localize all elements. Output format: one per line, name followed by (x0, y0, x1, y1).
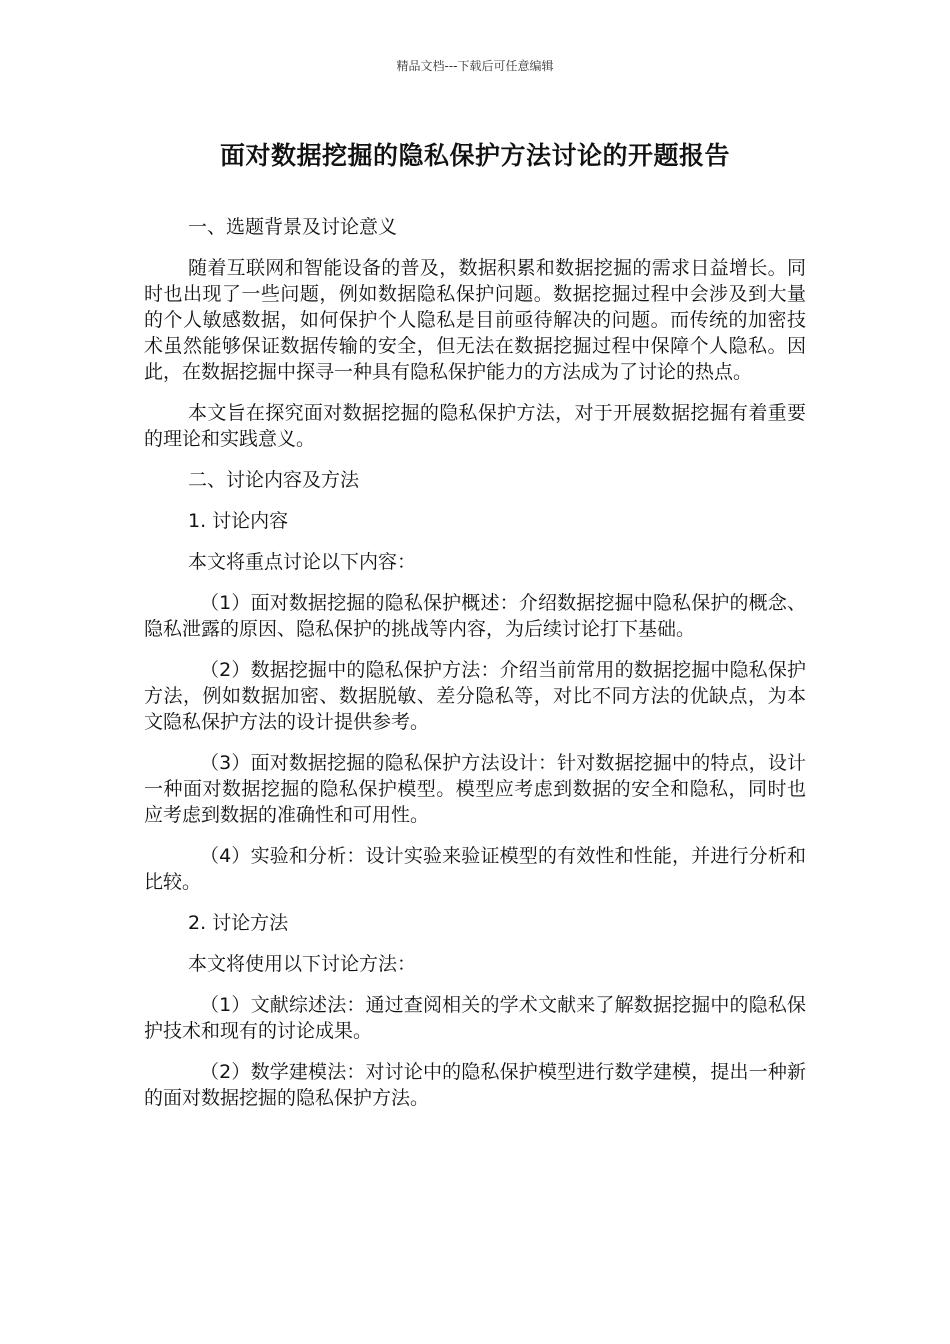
section-1-heading: 一、选题背景及讨论意义 (188, 216, 398, 238)
content-item-2: （2）数据挖掘中的隐私保护方法：介绍当前常用的数据挖掘中隐私保护方法，例如数据加密、数据脱敏、差分隐私等，对比不同方法的优缺点，为本文隐私保护方法的设计提供参考。 (144, 659, 806, 733)
document-body (144, 214, 806, 1126)
section-1-paragraph-background: 随着互联网和智能设备的普及，数据积累和数据挖掘的需求日益增长。同时也出现了一些问题，例如数据隐私保护问题。数据挖掘过程中会涉及到大量的个人敏感数据，如何保护个人隐私是目前亟待解决的问题。而传统的加密技术虽然能够保证数据传输的安全，但无法在数据挖掘过程中保障个人隐私。因此，在数据挖掘中探寻一种具有隐私保护能力的方法成为了讨论的热点。 (144, 257, 806, 383)
subsection-content-heading: 1. 讨论内容 (188, 510, 289, 532)
method-item-2: （2）数学建模法：对讨论中的隐私保护模型进行数学建模，提出一种新的面对数据挖掘的隐私保护方法。 (144, 1061, 806, 1109)
page-header-watermark: 精品文档---下载后可任意编辑 (396, 59, 554, 73)
content-item-4: （4）实验和分析：设计实验来验证模型的有效性和性能，并进行分析和比较。 (144, 845, 806, 893)
content-item-3: （3）面对数据挖掘的隐私保护方法设计：针对数据挖掘中的特点，设计一种面对数据挖掘的隐私保护模型。模型应考虑到数据的安全和隐私，同时也应考虑到数据的准确性和可用性。 (144, 752, 806, 826)
method-item-1: （1）文献综述法：通过查阅相关的学术文献来了解数据挖掘中的隐私保护技术和现有的讨论成果。 (144, 994, 806, 1042)
subsection-methods-intro: 本文将使用以下讨论方法： (188, 953, 417, 975)
document-title: 面对数据挖掘的隐私保护方法讨论的开题报告 (219, 141, 730, 170)
content-item-1: （1）面对数据挖掘的隐私保护概述：介绍数据挖掘中隐私保护的概念、隐私泄露的原因、隐私保护的挑战等内容，为后续讨论打下基础。 (144, 592, 806, 640)
section-1-paragraph-significance: 本文旨在探究面对数据挖掘的隐私保护方法，对于开展数据挖掘有着重要的理论和实践意义。 (144, 402, 806, 450)
section-2-heading: 二、讨论内容及方法 (188, 469, 360, 491)
subsection-methods-heading: 2. 讨论方法 (188, 912, 289, 934)
subsection-content-intro: 本文将重点讨论以下内容： (188, 551, 417, 573)
